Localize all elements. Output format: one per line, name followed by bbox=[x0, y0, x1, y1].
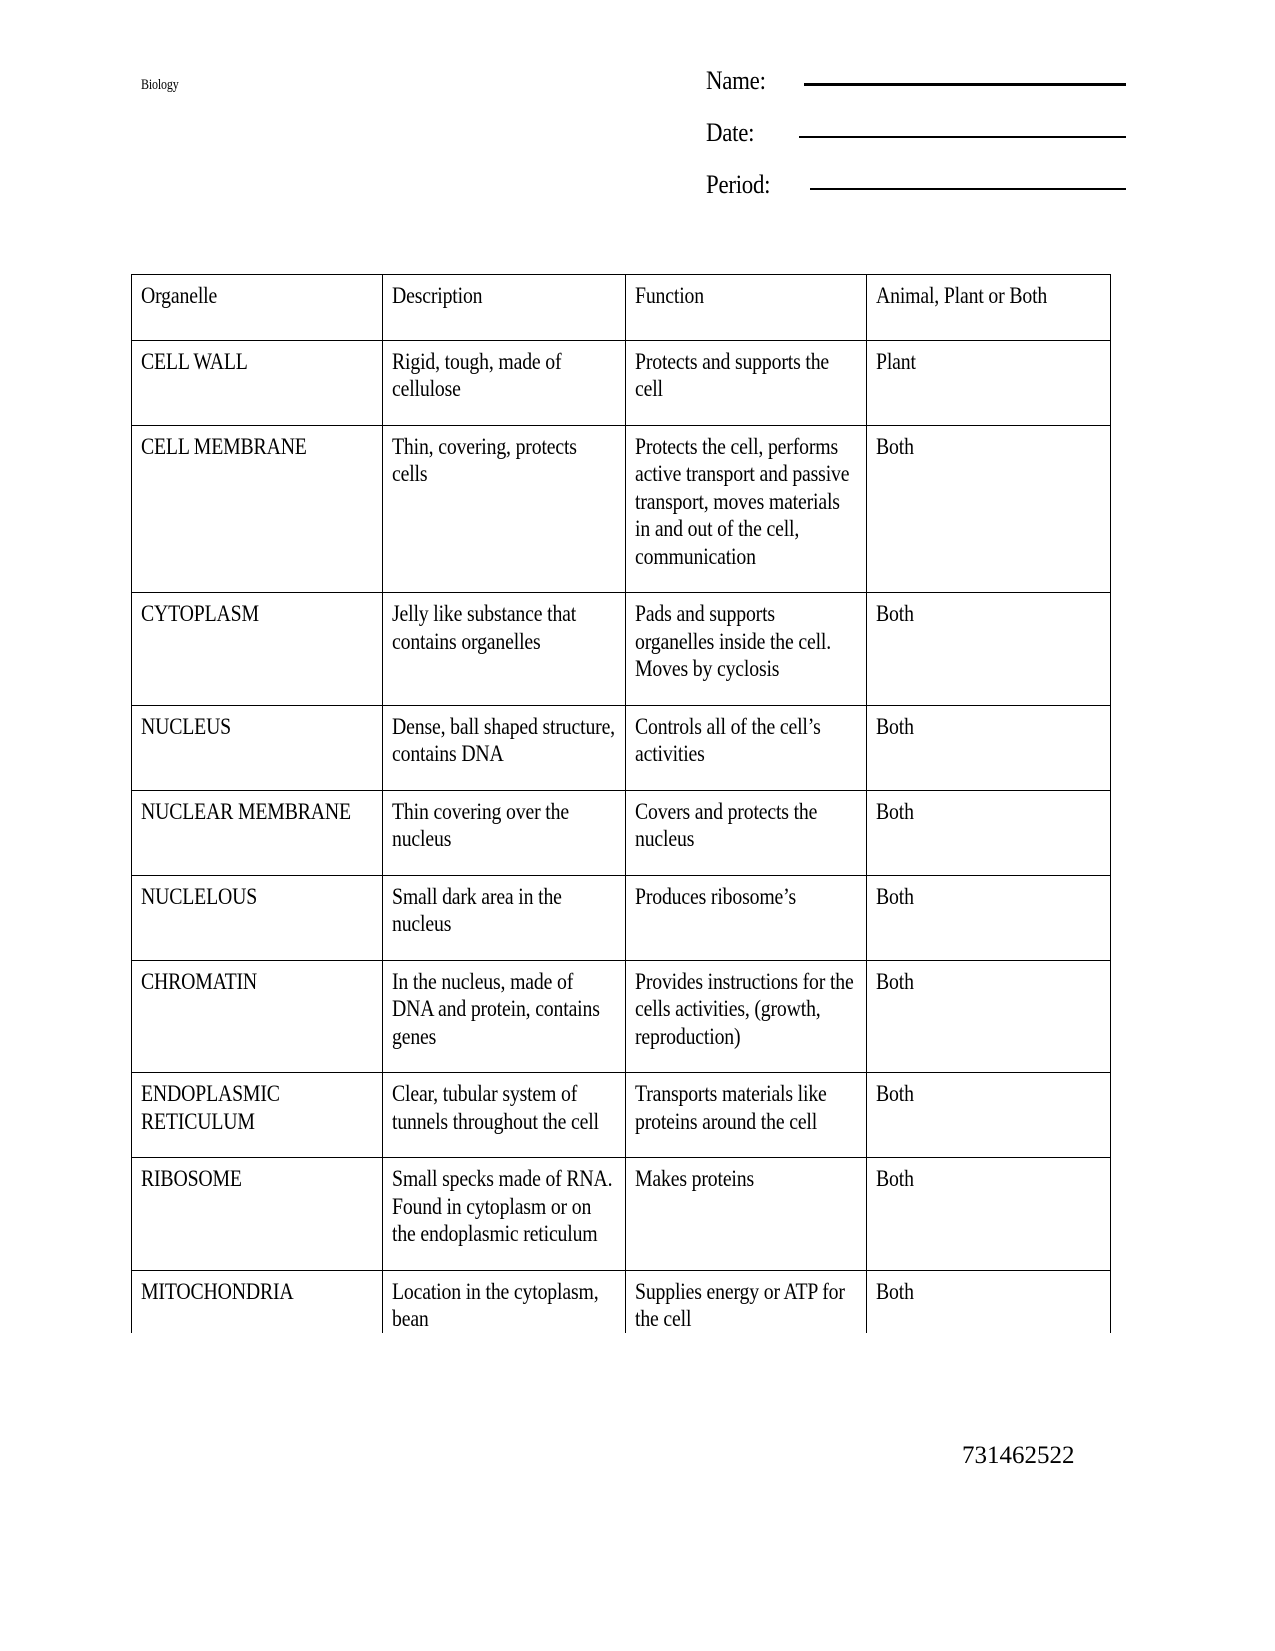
organelle-description: Small specks made of RNA. Found in cytoplasm or on the endoplasmic reticulum bbox=[392, 1166, 613, 1246]
organelle-function: Produces ribosome’s bbox=[635, 883, 797, 909]
cell-description bbox=[383, 593, 626, 706]
name-input-line[interactable] bbox=[804, 83, 1126, 86]
organelle-description: In the nucleus, made of DNA and protein, contains genes bbox=[392, 968, 600, 1049]
cell-organelle bbox=[132, 1158, 383, 1271]
cell-description bbox=[383, 1073, 626, 1158]
cell-organelle bbox=[132, 790, 383, 875]
organelle-function: Protects and supports the cell bbox=[635, 348, 830, 401]
date-label: Date: bbox=[706, 118, 755, 147]
cell-function bbox=[626, 1270, 867, 1333]
organelle-name: CELL WALL bbox=[141, 348, 248, 374]
table-row bbox=[132, 875, 1111, 960]
cell-organelle bbox=[132, 1073, 383, 1158]
cell-organelle bbox=[132, 593, 383, 706]
cell-organelle bbox=[132, 875, 383, 960]
cell-description bbox=[383, 705, 626, 790]
organelle-name: RIBOSOME bbox=[141, 1166, 242, 1191]
organelle-type: Both bbox=[876, 433, 914, 459]
cell-type bbox=[867, 960, 1111, 1073]
organelle-type: Both bbox=[876, 713, 914, 739]
cell-organelle bbox=[132, 960, 383, 1073]
course-label: Biology bbox=[141, 77, 179, 93]
organelle-type: Both bbox=[876, 601, 914, 626]
cell-type bbox=[867, 593, 1111, 706]
organelle-table bbox=[131, 274, 1111, 1333]
cell-type bbox=[867, 790, 1111, 875]
cell-type bbox=[867, 1158, 1111, 1271]
organelle-type: Both bbox=[876, 1166, 914, 1191]
organelle-name: NUCLELOUS bbox=[141, 883, 258, 909]
column-header-type-text: Animal, Plant or Both bbox=[876, 283, 1048, 308]
organelle-function: Protects the cell, performs active transport and passive transport, moves materials in and out of the cell, communication bbox=[635, 433, 850, 569]
column-header-description bbox=[383, 275, 626, 341]
organelle-type: Both bbox=[876, 1081, 914, 1106]
organelle-name: CHROMATIN bbox=[141, 968, 258, 994]
cell-function bbox=[626, 705, 867, 790]
date-field-row bbox=[706, 118, 1126, 170]
cell-description bbox=[383, 875, 626, 960]
organelle-description: Thin covering over the nucleus bbox=[392, 798, 569, 851]
cell-type bbox=[867, 1270, 1111, 1333]
organelle-description: Jelly like substance that contains organelles bbox=[392, 601, 577, 654]
organelle-description: Dense, ball shaped structure, contains DNA bbox=[392, 713, 615, 766]
cell-description bbox=[383, 1158, 626, 1271]
cell-description bbox=[383, 960, 626, 1073]
cell-function bbox=[626, 340, 867, 425]
name-label: Name: bbox=[706, 66, 766, 95]
date-input-line[interactable] bbox=[799, 136, 1126, 138]
table-row bbox=[132, 960, 1111, 1073]
table-row bbox=[132, 1073, 1111, 1158]
column-header-function-text: Function bbox=[635, 283, 704, 308]
column-header-organelle-text: Organelle bbox=[141, 283, 218, 308]
organelle-function: Pads and supports organelles inside the cell. Moves by cyclosis bbox=[635, 601, 832, 681]
organelle-type: Both bbox=[876, 1278, 914, 1304]
organelle-name: ENDOPLASMIC RETICULUM bbox=[141, 1081, 280, 1134]
organelle-function: Makes proteins bbox=[635, 1166, 755, 1191]
table-row bbox=[132, 1158, 1111, 1271]
organelle-type: Both bbox=[876, 798, 914, 824]
cell-type bbox=[867, 340, 1111, 425]
period-field-row bbox=[706, 170, 1126, 222]
period-label: Period: bbox=[706, 170, 771, 199]
column-header-function bbox=[626, 275, 867, 341]
cell-organelle bbox=[132, 705, 383, 790]
cell-organelle bbox=[132, 1270, 383, 1333]
cell-type bbox=[867, 875, 1111, 960]
organelle-function: Covers and protects the nucleus bbox=[635, 798, 818, 851]
organelle-name: CELL MEMBRANE bbox=[141, 433, 307, 459]
table-row bbox=[132, 425, 1111, 593]
cell-function bbox=[626, 425, 867, 593]
period-input-line[interactable] bbox=[810, 188, 1126, 190]
organelle-description: Small dark area in the nucleus bbox=[392, 883, 562, 936]
column-header-organelle bbox=[132, 275, 383, 341]
table-row bbox=[132, 705, 1111, 790]
table-row bbox=[132, 1270, 1111, 1333]
cell-function bbox=[626, 593, 867, 706]
organelle-name: NUCLEAR MEMBRANE bbox=[141, 798, 351, 824]
organelle-description: Clear, tubular system of tunnels throughout the cell bbox=[392, 1081, 599, 1134]
organelle-description: Thin, covering, protects cells bbox=[392, 433, 577, 486]
organelle-name: CYTOPLASM bbox=[141, 601, 259, 626]
student-info-block bbox=[706, 66, 1126, 222]
table-row bbox=[132, 340, 1111, 425]
organelle-type: Both bbox=[876, 968, 914, 994]
organelle-function: Controls all of the cell’s activities bbox=[635, 713, 821, 766]
table-header-row bbox=[132, 275, 1111, 341]
cell-function bbox=[626, 960, 867, 1073]
organelle-function: Provides instructions for the cells activities, (growth, reproduction) bbox=[635, 968, 854, 1049]
cell-function bbox=[626, 875, 867, 960]
cell-function bbox=[626, 790, 867, 875]
organelle-type: Plant bbox=[876, 348, 916, 374]
organelle-type: Both bbox=[876, 883, 914, 909]
cell-description bbox=[383, 340, 626, 425]
organelle-function: Supplies energy or ATP for the cell bbox=[635, 1278, 845, 1331]
cell-organelle bbox=[132, 425, 383, 593]
cell-description bbox=[383, 790, 626, 875]
organelle-function: Transports materials like proteins around the cell bbox=[635, 1081, 827, 1134]
organelle-description: Rigid, tough, made of cellulose bbox=[392, 348, 562, 401]
organelle-description: Location in the cytoplasm, bean bbox=[392, 1278, 599, 1331]
table-row bbox=[132, 790, 1111, 875]
column-header-description-text: Description bbox=[392, 283, 483, 308]
cell-description bbox=[383, 1270, 626, 1333]
column-header-type bbox=[867, 275, 1111, 341]
organelle-name: NUCLEUS bbox=[141, 713, 232, 739]
cell-type bbox=[867, 705, 1111, 790]
cell-function bbox=[626, 1073, 867, 1158]
cell-description bbox=[383, 425, 626, 593]
cell-type bbox=[867, 425, 1111, 593]
table-row bbox=[132, 593, 1111, 706]
cell-organelle bbox=[132, 340, 383, 425]
cell-type bbox=[867, 1073, 1111, 1158]
name-field-row bbox=[706, 66, 1126, 118]
footer-document-number: 731462522 bbox=[962, 1442, 1075, 1469]
organelle-name: MITOCHONDRIA bbox=[141, 1278, 294, 1304]
cell-function bbox=[626, 1158, 867, 1271]
